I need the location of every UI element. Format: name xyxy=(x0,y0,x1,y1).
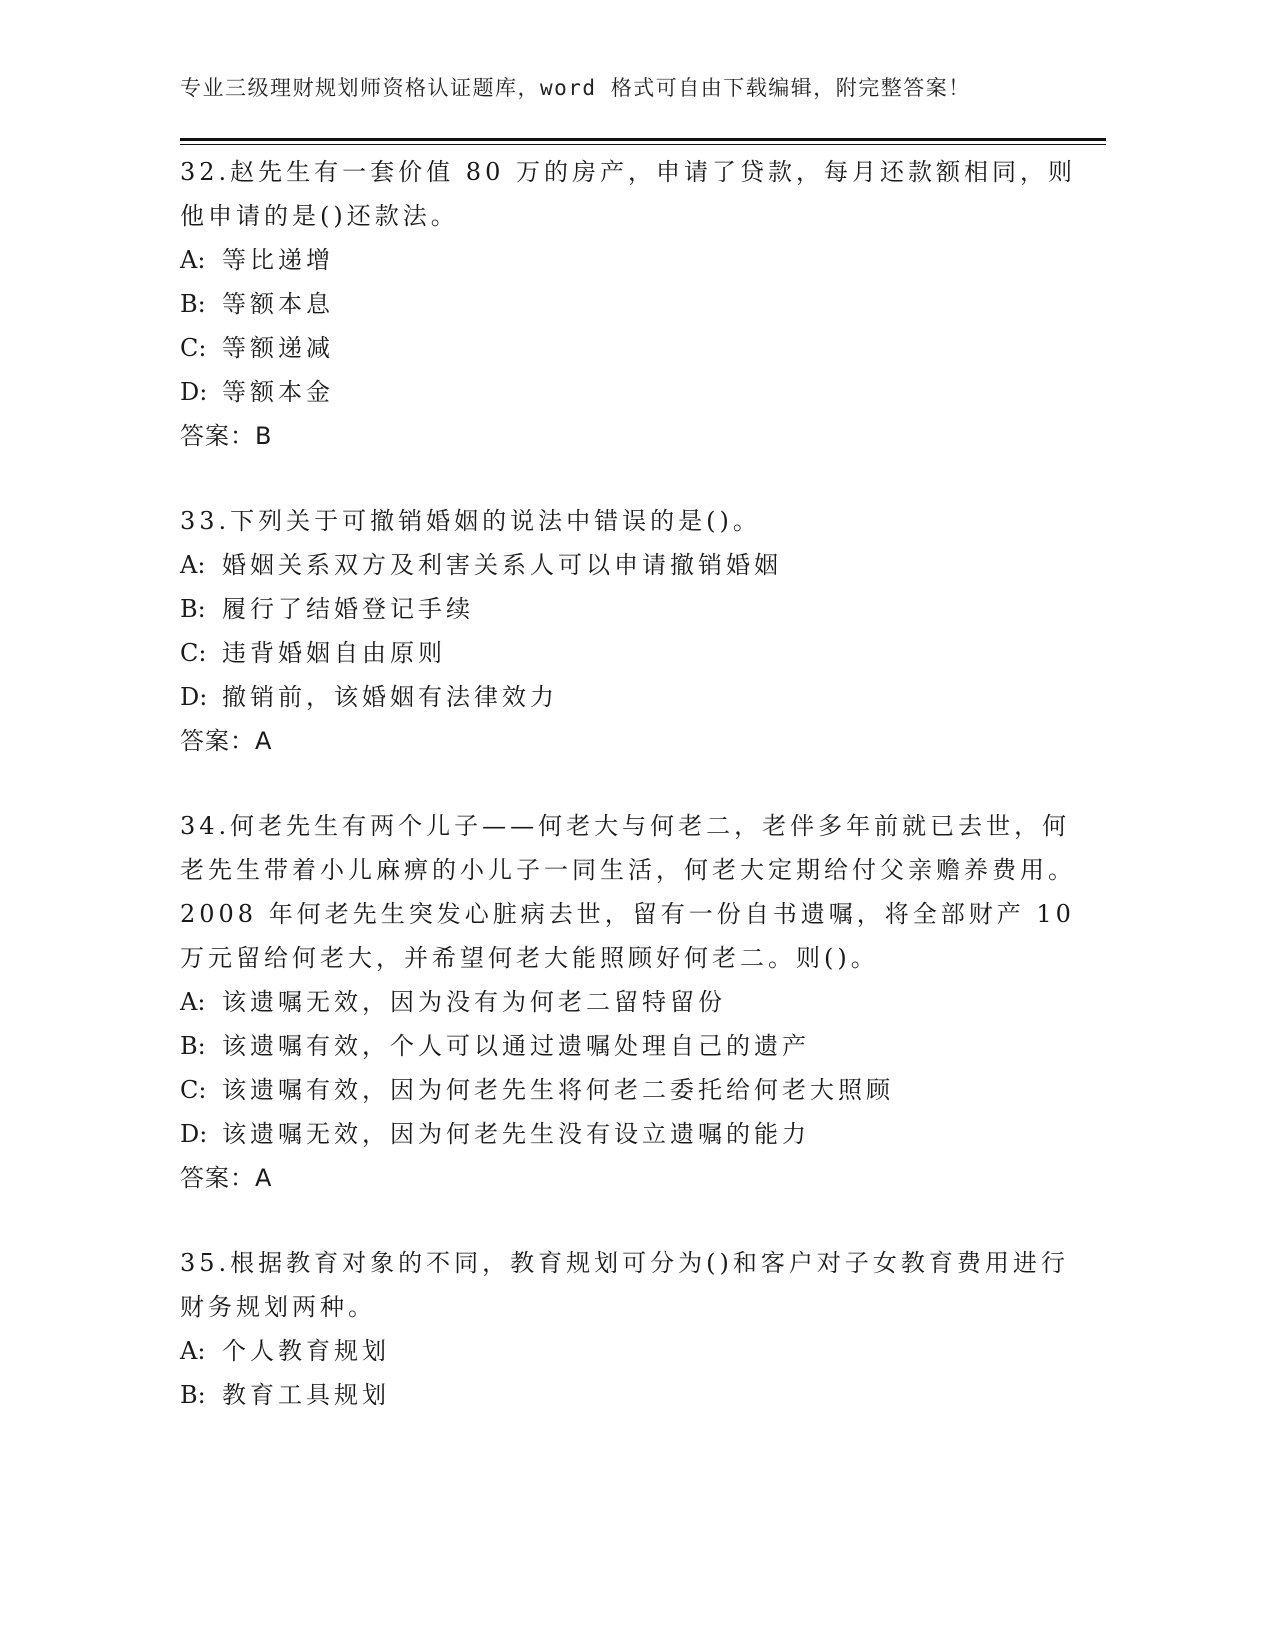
option-b xyxy=(180,587,1080,631)
option-letter: D: xyxy=(180,378,208,406)
option-d xyxy=(180,370,1080,414)
question-stem: 32.赵先生有一套价值 80 万的房产，申请了贷款，每月还款额相同，则他申请的是()还款法。 xyxy=(180,158,1076,230)
option-text: 该遗嘱有效，因为何老先生将何老二委托给何老大照顾 xyxy=(222,1076,894,1104)
option-d xyxy=(180,1112,1080,1156)
option-a xyxy=(180,238,1080,282)
question-stem: 35.根据教育对象的不同，教育规划可分为()和客户对子女教育费用进行财务规划两种。 xyxy=(180,1249,1069,1321)
option-c xyxy=(180,631,1080,675)
option-letter: B: xyxy=(180,1381,206,1409)
option-text: 等额本息 xyxy=(222,290,334,318)
answer: 答案：A xyxy=(180,727,273,755)
page-header: 专业三级理财规划师资格认证题库，word 格式可自由下载编辑，附完整答案！ xyxy=(180,76,971,100)
option-letter: C: xyxy=(180,334,207,362)
option-letter: B: xyxy=(180,290,206,318)
option-text: 该遗嘱有效，个人可以通过遗嘱处理自己的遗产 xyxy=(222,1032,810,1060)
option-text: 个人教育规划 xyxy=(222,1337,390,1365)
option-b xyxy=(180,1024,1080,1068)
question-33 xyxy=(180,499,1080,763)
question-stem: 33.下列关于可撤销婚姻的说法中错误的是()。 xyxy=(180,507,761,535)
answer: 答案：A xyxy=(180,1164,273,1192)
option-letter: A: xyxy=(180,551,206,579)
option-text: 等比递增 xyxy=(222,246,334,274)
option-a xyxy=(180,980,1080,1024)
option-text: 婚姻关系双方及利害关系人可以申请撤销婚姻 xyxy=(222,551,782,579)
option-text: 该遗嘱无效，因为何老先生没有设立遗嘱的能力 xyxy=(222,1120,810,1148)
option-text: 等额本金 xyxy=(222,378,334,406)
answer: 答案：B xyxy=(180,422,273,450)
option-letter: C: xyxy=(180,639,207,667)
option-text: 教育工具规划 xyxy=(222,1381,390,1409)
option-letter: B: xyxy=(180,595,206,623)
option-b xyxy=(180,282,1080,326)
question-34 xyxy=(180,804,1080,1200)
header-rule-thick xyxy=(180,138,1106,141)
option-a xyxy=(180,1329,1080,1373)
question-35 xyxy=(180,1241,1080,1417)
header-rule-thin xyxy=(180,144,1106,145)
option-text: 违背婚姻自由原则 xyxy=(222,639,446,667)
option-letter: B: xyxy=(180,1032,206,1060)
option-a xyxy=(180,543,1080,587)
question-stem: 34.何老先生有两个儿子——何老大与何老二，老伴多年前就已去世，何老先生带着小儿麻痹的小儿子一同生活，何老大定期给付父亲赡养费用。2008 年何老先生突发心脏病去世，留有一份自书遗嘱，将全部财产 10 万元留给何老大，并希望何老大能照顾好何老二。则()。 xyxy=(180,812,1076,972)
question-32 xyxy=(180,150,1080,458)
option-b xyxy=(180,1373,1080,1417)
option-letter: C: xyxy=(180,1076,207,1104)
option-c xyxy=(180,1068,1080,1112)
option-c xyxy=(180,326,1080,370)
option-text: 等额递减 xyxy=(222,334,334,362)
option-d xyxy=(180,675,1080,719)
option-letter: D: xyxy=(180,1120,208,1148)
option-letter: A: xyxy=(180,1337,206,1365)
option-letter: A: xyxy=(180,246,206,274)
option-text: 该遗嘱无效，因为没有为何老二留特留份 xyxy=(222,988,726,1016)
option-text: 撤销前，该婚姻有法律效力 xyxy=(222,683,558,711)
question-list xyxy=(180,150,1080,1417)
option-text: 履行了结婚登记手续 xyxy=(222,595,474,623)
option-letter: D: xyxy=(180,683,208,711)
option-letter: A: xyxy=(180,988,206,1016)
